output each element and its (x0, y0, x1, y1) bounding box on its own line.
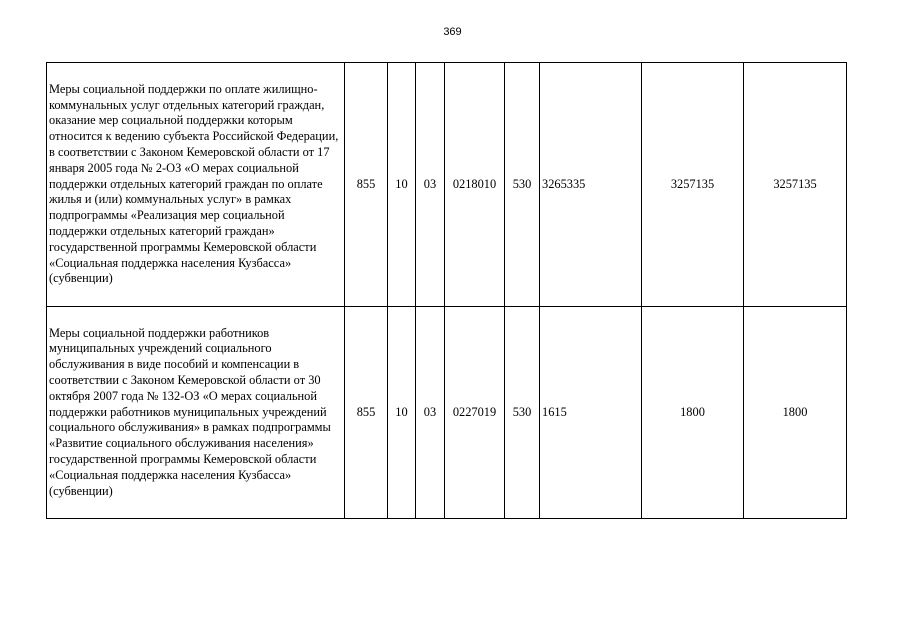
amount-year-2: 3257135 (642, 63, 744, 307)
budget-table (46, 62, 847, 519)
table-row (47, 63, 847, 307)
target-article-code: 0227019 (445, 307, 505, 519)
target-article-code: 0218010 (445, 63, 505, 307)
subsection-code: 03 (416, 307, 445, 519)
page-number: 369 (443, 26, 462, 38)
expense-type-code: 530 (505, 63, 540, 307)
amount-year-1: 3265335 (540, 63, 642, 307)
table-row (47, 307, 847, 519)
section-code: 10 (388, 307, 416, 519)
amount-year-3: 1800 (744, 307, 847, 519)
ministry-code: 855 (345, 63, 388, 307)
amount-year-3: 3257135 (744, 63, 847, 307)
amount-year-2: 1800 (642, 307, 744, 519)
section-code: 10 (388, 63, 416, 307)
ministry-code: 855 (345, 307, 388, 519)
subsection-code: 03 (416, 63, 445, 307)
row-description: Меры социальной поддержки по оплате жилищно-коммунальных услуг отдельных категорий граждан, оказание мер социальной поддержки которым относится к ведению субъекта Российской Федерации, в соответствии с Законом Кемеровской области от 17 января 2005 года № 2-ОЗ «О мерах социальной поддержки отдельных категорий граждан по оплате жилья и (или) коммунальных услуг» в рамках подпрограммы «Реализация мер социальной поддержки отдельных категорий граждан» государственной программы Кемеровской области «Социальная поддержка населения Кузбасса» (субвенции) (47, 63, 345, 307)
amount-year-1: 1615 (540, 307, 642, 519)
expense-type-code: 530 (505, 307, 540, 519)
row-description: Меры социальной поддержки работников муниципальных учреждений социального обслуживания в виде пособий и компенсации в соответствии с Законом Кемеровской области от 30 октября 2007 года № 132-ОЗ «О мерах социальной поддержки работников муниципальных учреждений социального обслуживания» в рамках подпрограммы «Развитие социального обслуживания населения» государственной программы Кемеровской области «Социальная поддержка населения Кузбасса» (субвенции) (47, 307, 345, 519)
